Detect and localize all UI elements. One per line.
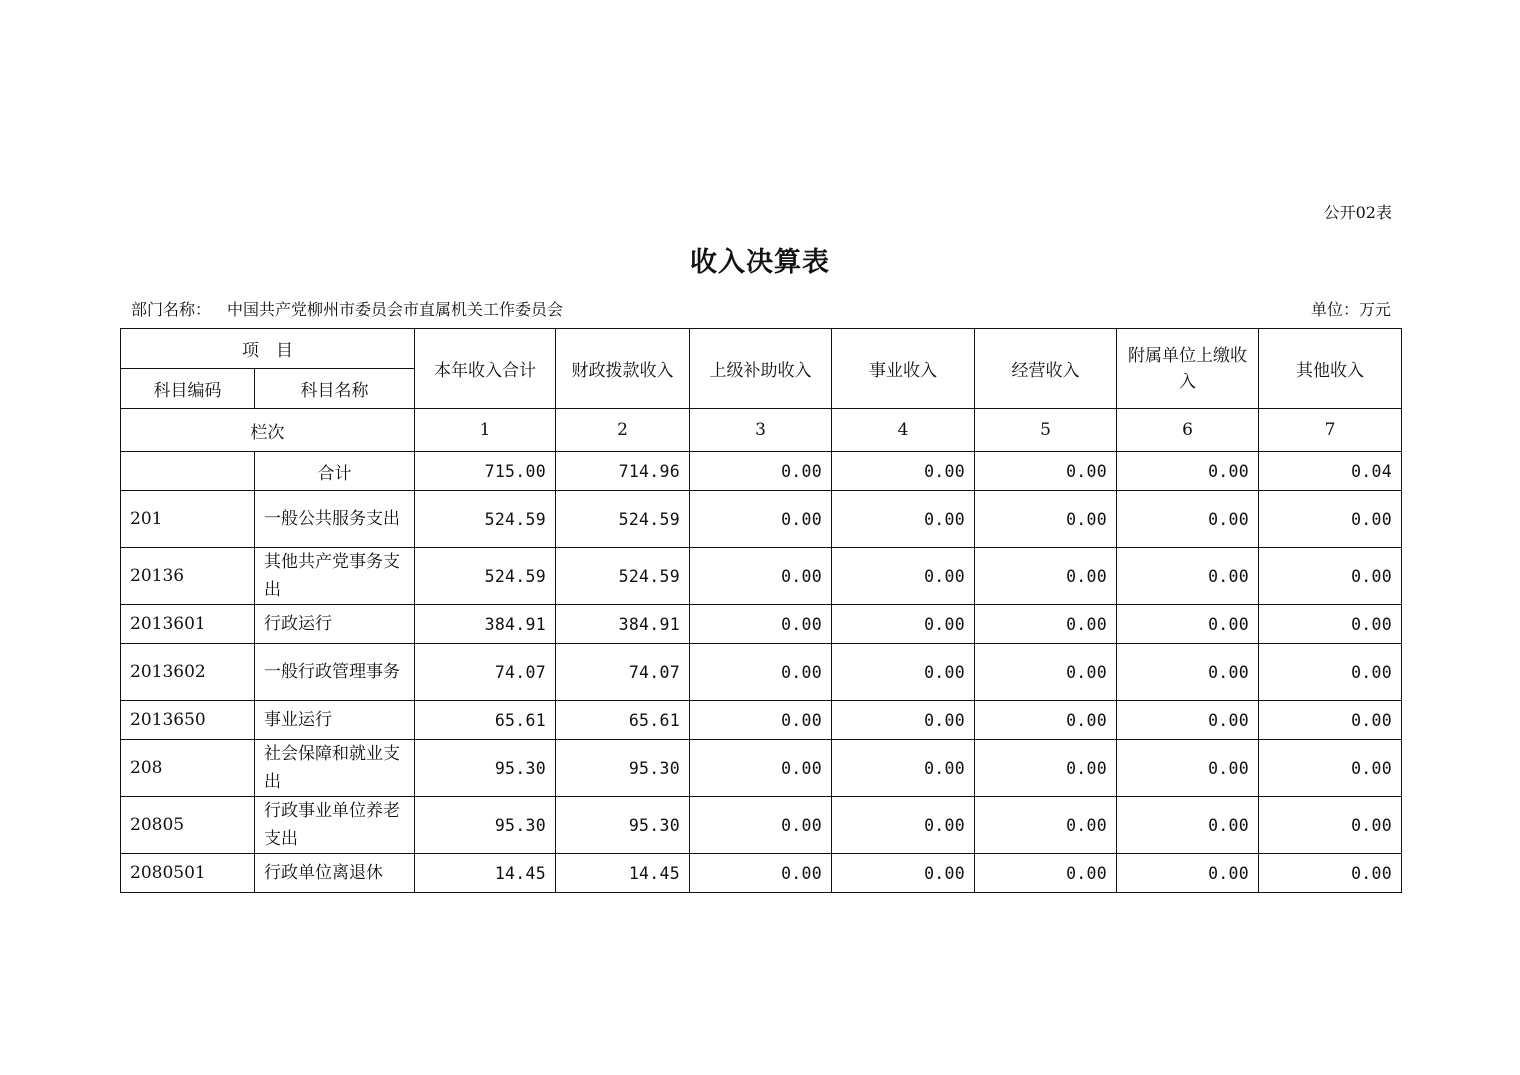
value-cell: 65.61: [415, 701, 556, 740]
row-index-label: 栏次: [121, 409, 415, 452]
subject-code: [121, 452, 255, 491]
value-cell: 524.59: [415, 548, 556, 605]
value-cell: 0.00: [975, 491, 1117, 548]
department-line: [131, 297, 563, 320]
subject-code: 201: [121, 491, 255, 548]
header-other-income: 其他收入: [1259, 329, 1402, 409]
column-number-row: [121, 409, 1402, 452]
value-cell: 0.00: [1259, 854, 1402, 893]
value-cell: 0.00: [1117, 452, 1259, 491]
subject-name: 行政事业单位养老支出: [255, 797, 415, 854]
value-cell: 0.00: [832, 797, 975, 854]
value-cell: 0.00: [1117, 548, 1259, 605]
value-cell: 524.59: [556, 548, 690, 605]
header-subject-code: 科目编码: [121, 369, 255, 409]
column-number: 3: [690, 409, 832, 452]
value-cell: 0.00: [975, 605, 1117, 644]
header-row-top: [121, 329, 1402, 369]
value-cell: 384.91: [556, 605, 690, 644]
value-cell: 715.00: [415, 452, 556, 491]
table-row: [121, 644, 1402, 701]
table-row-total: [121, 452, 1402, 491]
value-cell: 14.45: [415, 854, 556, 893]
value-cell: 0.00: [975, 644, 1117, 701]
value-cell: 0.00: [1117, 701, 1259, 740]
subject-name: 行政单位离退休: [255, 854, 415, 893]
value-cell: 0.00: [690, 644, 832, 701]
value-cell: 0.00: [1117, 491, 1259, 548]
subject-name: 社会保障和就业支出: [255, 740, 415, 797]
value-cell: 95.30: [415, 740, 556, 797]
value-cell: 524.59: [415, 491, 556, 548]
value-cell: 0.00: [832, 644, 975, 701]
table-row: [121, 605, 1402, 644]
header-item: 项 目: [121, 329, 415, 369]
subject-name: 事业运行: [255, 701, 415, 740]
value-cell: 0.00: [1117, 644, 1259, 701]
value-cell: 714.96: [556, 452, 690, 491]
value-cell: 95.30: [556, 740, 690, 797]
value-cell: 0.00: [832, 740, 975, 797]
subject-code: 2013601: [121, 605, 255, 644]
column-number: 6: [1117, 409, 1259, 452]
value-cell: 0.00: [1259, 797, 1402, 854]
value-cell: 0.00: [690, 605, 832, 644]
table-row: [121, 854, 1402, 893]
value-cell: 0.00: [1117, 854, 1259, 893]
value-cell: 0.00: [975, 740, 1117, 797]
value-cell: 0.00: [975, 854, 1117, 893]
unit-label: 单位：万元: [1310, 300, 1391, 319]
value-cell: 384.91: [415, 605, 556, 644]
column-number: 7: [1259, 409, 1402, 452]
subject-code: 20136: [121, 548, 255, 605]
subject-name: 一般公共服务支出: [255, 491, 415, 548]
value-cell: 0.00: [832, 491, 975, 548]
department-name: 中国共产党柳州市委员会市直属机关工作委员会: [227, 300, 564, 319]
subject-name: 其他共产党事务支出: [255, 548, 415, 605]
value-cell: 0.00: [1259, 644, 1402, 701]
value-cell: 74.07: [556, 644, 690, 701]
column-number: 2: [556, 409, 690, 452]
value-cell: 0.00: [1117, 605, 1259, 644]
value-cell: 0.00: [690, 854, 832, 893]
value-cell: 0.00: [690, 452, 832, 491]
value-cell: 0.00: [975, 797, 1117, 854]
value-cell: 0.00: [690, 797, 832, 854]
value-cell: 95.30: [415, 797, 556, 854]
column-number: 4: [832, 409, 975, 452]
subject-code: 2013650: [121, 701, 255, 740]
value-cell: 0.00: [1117, 797, 1259, 854]
header-fiscal-income: 财政拨款收入: [556, 329, 690, 409]
subject-code: 20805: [121, 797, 255, 854]
table-row: [121, 797, 1402, 854]
value-cell: 0.00: [1117, 740, 1259, 797]
header-superior-subsidy: 上级补助收入: [690, 329, 832, 409]
subject-name: 行政运行: [255, 605, 415, 644]
column-number: 5: [975, 409, 1117, 452]
page-title: 收入决算表: [690, 247, 830, 278]
header-total-income: 本年收入合计: [415, 329, 556, 409]
value-cell: 0.00: [690, 740, 832, 797]
value-cell: 0.00: [832, 605, 975, 644]
subject-code: 208: [121, 740, 255, 797]
header-business-income: 事业收入: [832, 329, 975, 409]
table-row: [121, 548, 1402, 605]
table-row: [121, 491, 1402, 548]
value-cell: 0.00: [975, 548, 1117, 605]
value-cell: 524.59: [556, 491, 690, 548]
table-row: [121, 740, 1402, 797]
value-cell: 0.00: [1259, 491, 1402, 548]
value-cell: 0.00: [1259, 740, 1402, 797]
value-cell: 0.00: [1259, 605, 1402, 644]
subject-code: 2080501: [121, 854, 255, 893]
subject-name: 合计: [255, 452, 415, 491]
value-cell: 0.00: [1259, 701, 1402, 740]
value-cell: 0.00: [975, 701, 1117, 740]
header-subject-name: 科目名称: [255, 369, 415, 409]
value-cell: 0.04: [1259, 452, 1402, 491]
value-cell: 74.07: [415, 644, 556, 701]
form-code: 公开02表: [1323, 203, 1392, 222]
value-cell: 0.00: [1259, 548, 1402, 605]
value-cell: 0.00: [832, 854, 975, 893]
header-affiliated-income: 附属单位上缴收入: [1117, 329, 1259, 409]
income-table: [120, 328, 1402, 893]
subject-name: 一般行政管理事务: [255, 644, 415, 701]
value-cell: 0.00: [832, 701, 975, 740]
value-cell: 0.00: [690, 548, 832, 605]
header-operating-income: 经营收入: [975, 329, 1117, 409]
value-cell: 14.45: [556, 854, 690, 893]
department-label: 部门名称：: [131, 300, 212, 319]
value-cell: 0.00: [690, 491, 832, 548]
value-cell: 0.00: [832, 548, 975, 605]
value-cell: 65.61: [556, 701, 690, 740]
subject-code: 2013602: [121, 644, 255, 701]
value-cell: 0.00: [690, 701, 832, 740]
value-cell: 0.00: [832, 452, 975, 491]
column-number: 1: [415, 409, 556, 452]
value-cell: 0.00: [975, 452, 1117, 491]
value-cell: 95.30: [556, 797, 690, 854]
table-row: [121, 701, 1402, 740]
